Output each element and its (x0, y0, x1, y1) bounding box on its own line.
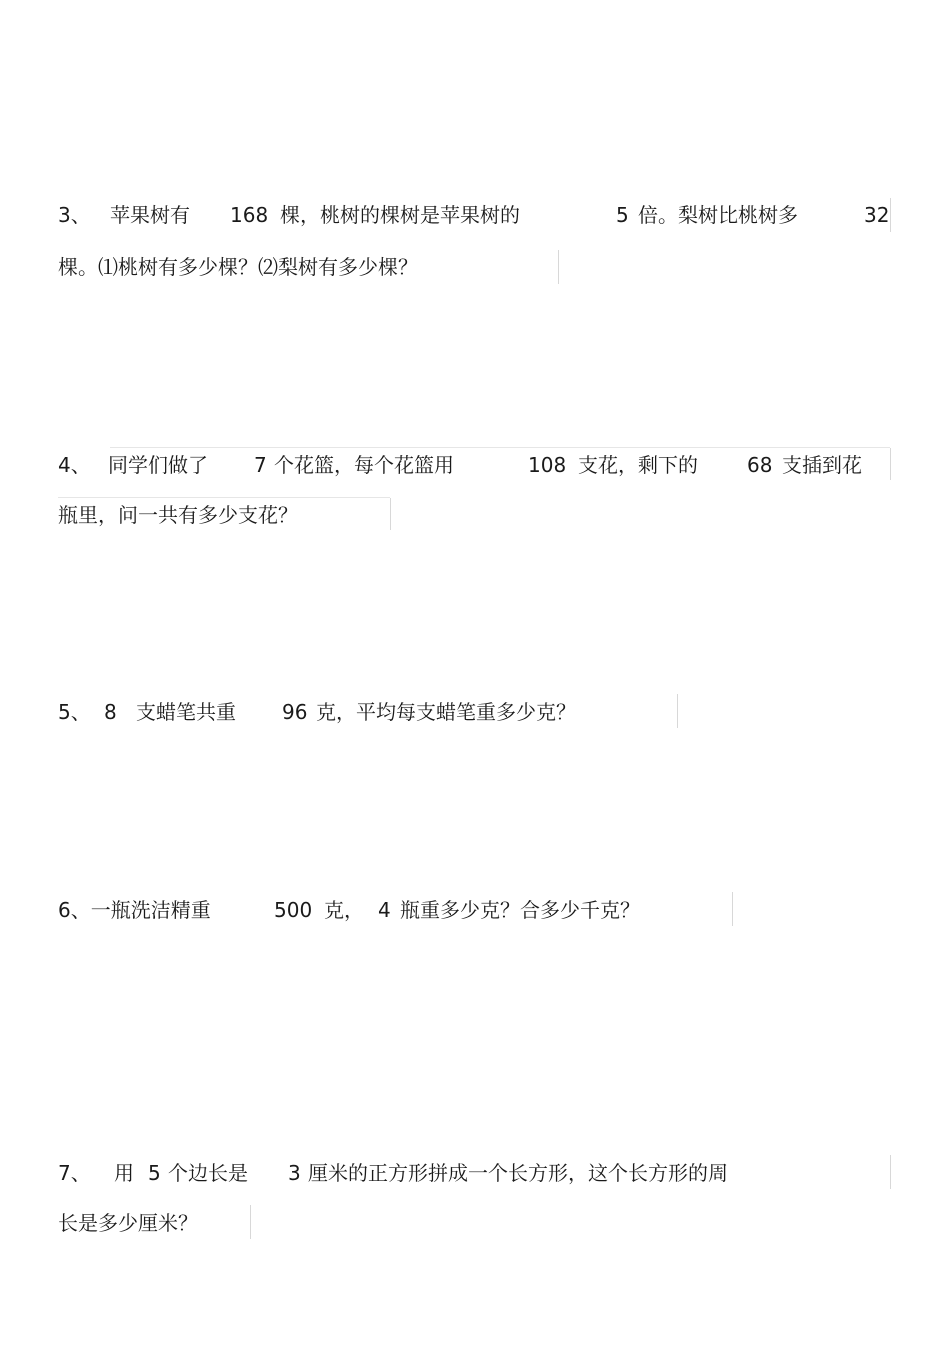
top-rule (58, 497, 390, 498)
problem-text: 倍。梨树比桃树多 (638, 203, 798, 227)
problem-number-value: 96 (282, 700, 308, 724)
problem-text: 支蜡笔共重 (136, 700, 236, 724)
problem-text: 同学们做了 (108, 453, 208, 477)
problem-number-value: 5 (616, 203, 629, 227)
margin-rule (890, 448, 891, 480)
problem-text: 用 (114, 1161, 134, 1185)
problem-number-value: 3 (288, 1161, 301, 1185)
problem-text: 支插到花 (782, 453, 862, 477)
problem-text: 长是多少厘米？ (58, 1211, 198, 1235)
problem-number-value: 7 (254, 453, 267, 477)
problem-text: 苹果树有 (110, 203, 190, 227)
problem-text: 支花，剩下的 (578, 453, 698, 477)
problem-text: 个花篮，每个花篮用 (274, 453, 454, 477)
top-rule (110, 447, 890, 448)
problem-text: 瓶里，问一共有多少支花？ (58, 503, 298, 527)
problem-number-value: 32 (864, 203, 890, 227)
problem-number: 5、 (58, 700, 91, 724)
problem-number-value: 4 (378, 898, 391, 922)
problem-number-value: 68 (747, 453, 773, 477)
problem-text: 克，平均每支蜡笔重多少克？ (316, 700, 576, 724)
problem-text: 棵。⑴桃树有多少棵？⑵梨树有多少棵？ (58, 255, 418, 279)
problem-number: 3、 (58, 203, 91, 227)
problem-text: 个边长是 (168, 1161, 248, 1185)
margin-rule (390, 498, 391, 530)
problem-number-value: 5 (148, 1161, 161, 1185)
problem-number-value: 108 (528, 453, 567, 477)
problem-number: 4、 (58, 453, 91, 477)
margin-rule (558, 250, 559, 284)
problem-number: 7、 (58, 1161, 91, 1185)
margin-rule (890, 198, 891, 232)
problem-text: 克， (324, 898, 364, 922)
margin-rule (250, 1205, 251, 1239)
problem-text: 厘米的正方形拼成一个长方形，这个长方形的周 (308, 1161, 728, 1185)
problem-number-value: 168 (230, 203, 269, 227)
margin-rule (890, 1155, 891, 1189)
margin-rule (677, 694, 678, 728)
problem-number-value: 500 (274, 898, 313, 922)
problem-text: 6、一瓶洗洁精重 (58, 898, 211, 922)
problem-text: 棵，桃树的棵树是苹果树的 (280, 203, 520, 227)
margin-rule (732, 892, 733, 926)
problem-number-value: 8 (104, 700, 117, 724)
problem-text: 瓶重多少克？合多少千克？ (400, 898, 640, 922)
